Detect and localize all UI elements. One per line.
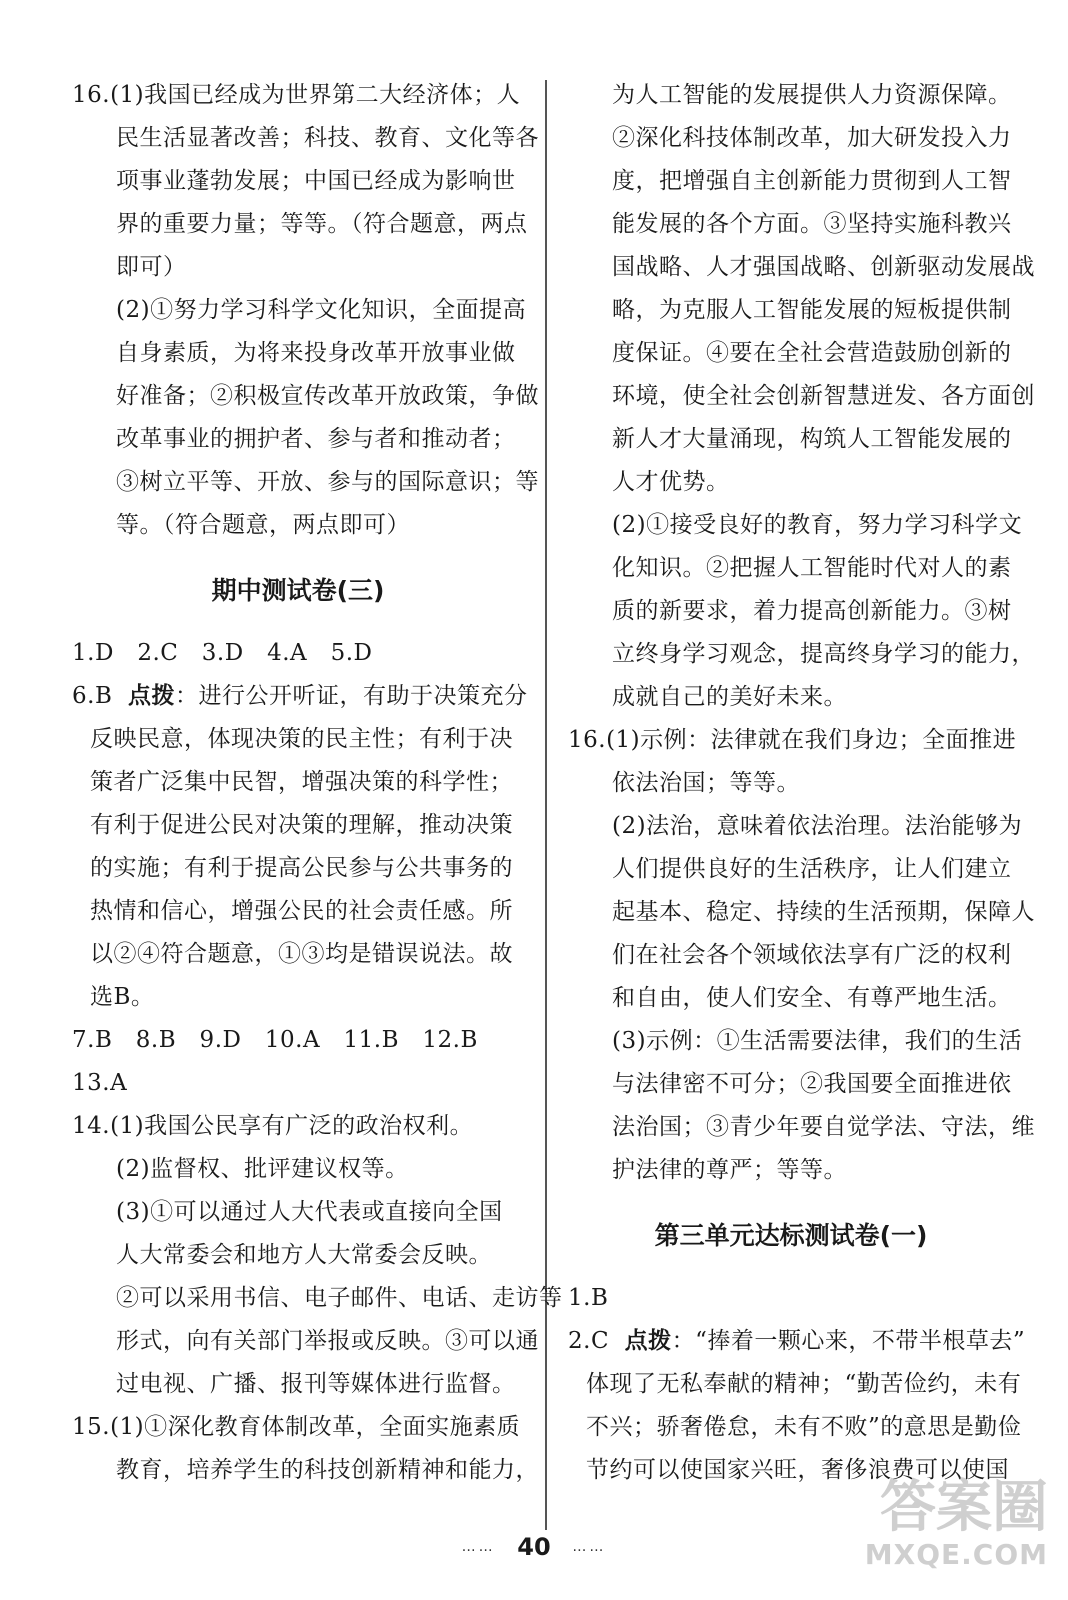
answer-line: 化知识。②把握人工智能时代对人的素 [612, 555, 1012, 581]
answer-line: 反映民意，体现决策的民主性；有利于决 [90, 726, 513, 752]
answer-line: 策者广泛集中民智，增强决策的科学性； [90, 769, 513, 795]
answer-line: 不兴；骄奢倦怠，未有不败”的意思是勤俭 [586, 1414, 1022, 1440]
answer-line: 环境，使全社会创新智慧迸发、各方面创 [612, 383, 1035, 409]
answer-line: 依法治国；等等。 [612, 770, 800, 796]
watermark-logo [818, 1475, 1048, 1588]
answer-line: (2)监督权、批评建议权等。 [116, 1156, 409, 1182]
answer-line: 和自由，使人们安全、有尊严地生活。 [612, 985, 1012, 1011]
answer-line: (3)①可以通过人大代表或直接向全国 [116, 1199, 503, 1225]
watermark-mark: 答案圈 [880, 1475, 1048, 1540]
answer-line: (2)①努力学习科学文化知识，全面提高 [116, 297, 527, 323]
answer-line: 法治国；③青少年要自觉学法、守法，维 [612, 1114, 1035, 1140]
answer-line: 以②④符合题意，①③均是错误说法。故 [90, 941, 513, 967]
answer-line: 的实施；有利于提高公民参与公共事务的 [90, 855, 513, 881]
answer-line: ③树立平等、开放、参与的国际意识；等 [116, 469, 539, 495]
answer-line: 起基本、稳定、持续的生活预期，保障人 [612, 899, 1035, 925]
answer-line: 立终身学习观念，提高终身学习的能力， [612, 641, 1035, 667]
answer-line: (2)法治，意味着依法治理。法治能够为 [612, 813, 1023, 839]
answer-line: 新人才大量涌现，构筑人工智能发展的 [612, 426, 1012, 452]
section-heading: 第三单元达标测试卷(一) [654, 1221, 928, 1250]
answer-line: 改革事业的拥护者、参与者和推动者； [116, 426, 516, 452]
answer-line: (3)示例：①生活需要法律，我们的生活 [612, 1028, 1023, 1054]
answer-line: 选B。 [90, 984, 155, 1010]
right-column [568, 74, 1035, 1492]
answer-line: 人才优势。 [612, 469, 730, 495]
answer-line: 热情和信心，增强公民的社会责任感。所 [90, 898, 513, 924]
answer-line: 13.A [72, 1070, 128, 1096]
answer-line: 略，为克服人工智能发展的短板提供制 [612, 297, 1012, 323]
answer-line: ②可以采用书信、电子邮件、电话、走访等 [116, 1285, 563, 1311]
answer-line: 度保证。④要在全社会营造鼓励创新的 [612, 340, 1012, 366]
answer-line: 自身素质，为将来投身改革开放事业做 [116, 340, 516, 366]
answer-line: 即可） [116, 254, 187, 280]
answer-line: 成就自己的美好未来。 [612, 684, 847, 710]
answer-line: 等。（符合题意，两点即可） [116, 512, 410, 538]
answer-line: 为人工智能的发展提供人力资源保障。 [612, 82, 1012, 108]
hint-text: ：进行公开听证，有助于决策充分 [174, 683, 528, 709]
answer-line: 节约可以使国家兴旺，奢侈浪费可以使国 [586, 1457, 1009, 1483]
answer-line: 7.B 8.B 9.D 10.A 11.B 12.B [72, 1027, 478, 1053]
answer-line: 体现了无私奉献的精神；“勤苦俭约，未有 [586, 1371, 1022, 1397]
section-heading: 期中测试卷(三) [211, 576, 385, 605]
answer-line [72, 675, 528, 718]
watermark-site: MXQE.COM [864, 1538, 1048, 1571]
footer-dots-left: …… [461, 1539, 496, 1555]
answer-line: 民生活显著改善；科技、教育、文化等各 [116, 125, 539, 151]
answer-line: 1.B [568, 1285, 609, 1311]
hint-label: 点拨 [127, 683, 175, 709]
answer-line: 有利于促进公民对决策的理解，推动决策 [90, 812, 513, 838]
left-column [72, 74, 563, 1492]
answer-line: 国战略、人才强国战略、创新驱动发展战 [612, 254, 1035, 280]
answer-line: 质的新要求，着力提高创新能力。③树 [612, 598, 1012, 624]
answer-line: 度，把增强自主创新能力贯彻到人工智 [612, 168, 1012, 194]
answer-line [568, 1320, 1026, 1363]
answer-line: 与法律密不可分；②我国要全面推进依 [612, 1071, 1012, 1097]
answer-line: 护法律的尊严；等等。 [612, 1157, 847, 1183]
answer-line: 能发展的各个方面。③坚持实施科教兴 [612, 211, 1012, 237]
answer-line: 16.(1)示例：法律就在我们身边；全面推进 [568, 727, 1017, 753]
page-number: 40 [517, 1533, 551, 1561]
answer-line: 教育，培养学生的科技创新精神和能力， [116, 1457, 539, 1483]
answer-line: 们在社会各个领域依法享有广泛的权利 [612, 942, 1012, 968]
answer-line: 项事业蓬勃发展；中国已经成为影响世 [116, 168, 516, 194]
question-number: 2.C [568, 1328, 625, 1354]
answer-line: 16.(1)我国已经成为世界第二大经济体；人 [72, 82, 521, 108]
answer-line: 人们提供良好的生活秩序，让人们建立 [612, 856, 1012, 882]
hint-label: 点拨 [624, 1328, 672, 1354]
answer-line: 形式，向有关部门举报或反映。③可以通 [116, 1328, 539, 1354]
answer-line: 人大常委会和地方人大常委会反映。 [116, 1242, 492, 1268]
answer-line: 14.(1)我国公民享有广泛的政治权利。 [72, 1113, 474, 1139]
answer-line: 15.(1)①深化教育体制改革，全面实施素质 [72, 1414, 521, 1440]
footer-dots-right: …… [572, 1539, 607, 1555]
hint-text: ：“捧着一颗心来，不带半根草去” [671, 1328, 1026, 1354]
answer-line: (2)①接受良好的教育，努力学习科学文 [612, 512, 1023, 538]
answer-line: 过电视、广播、报刊等媒体进行监督。 [116, 1371, 516, 1397]
answer-line: 好准备；②积极宣传改革开放政策，争做 [116, 383, 539, 409]
answer-line: 1.D 2.C 3.D 4.A 5.D [72, 640, 373, 666]
answer-line: ②深化科技体制改革，加大研发投入力 [612, 125, 1012, 151]
answer-line: 界的重要力量；等等。（符合题意，两点 [116, 211, 528, 237]
question-number: 6.B [72, 683, 128, 709]
